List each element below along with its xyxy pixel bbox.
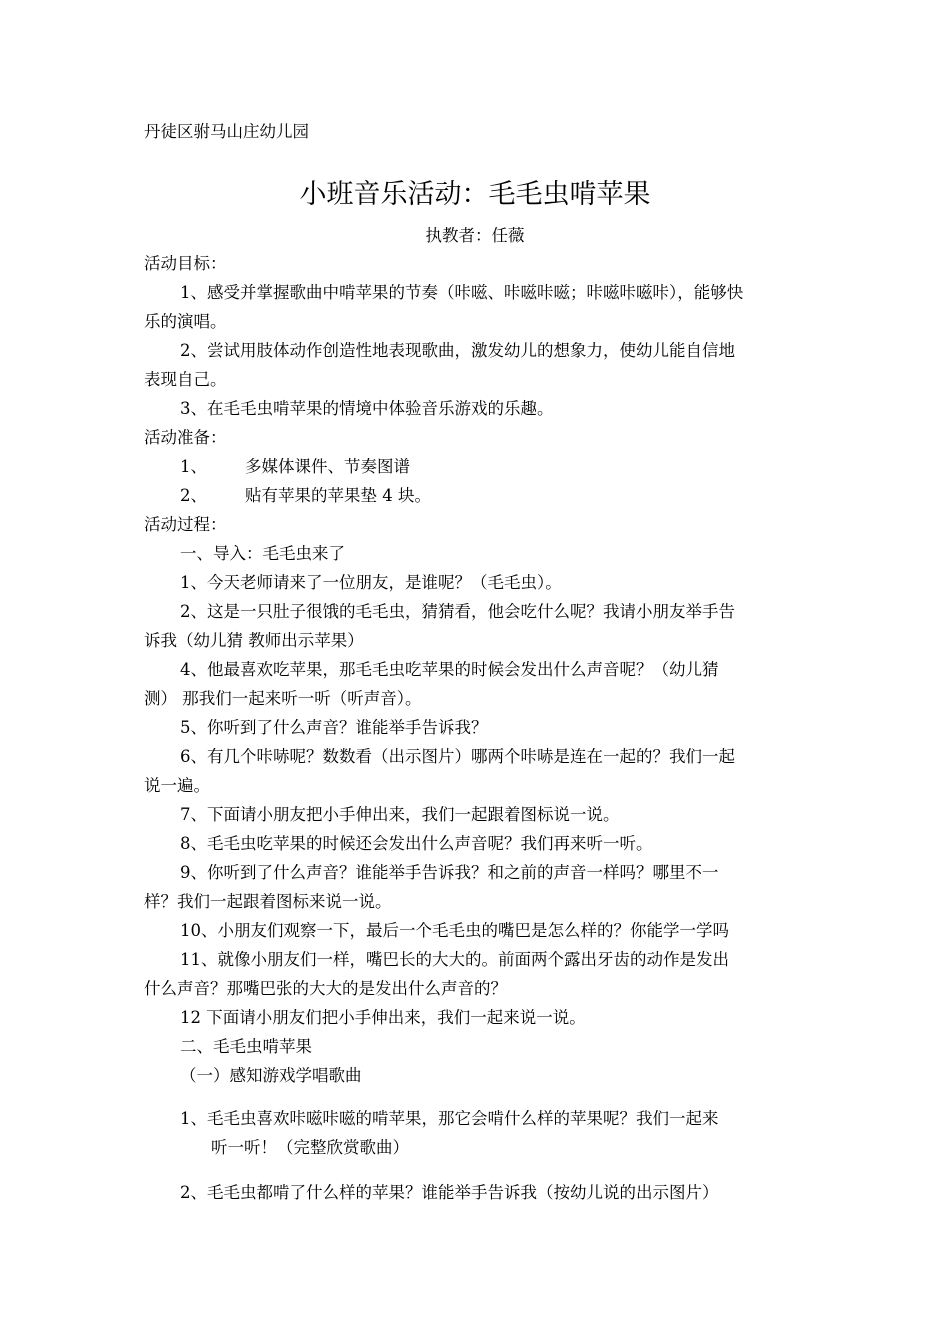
step-5: 5、你听到了什么声音？谁能举手告诉我？	[180, 718, 488, 737]
part-2-step-1-line-2: 听一听！（完整欣赏歌曲）	[211, 1138, 409, 1157]
step-1: 1、今天老师请来了一位朋友，是谁呢？（毛毛虫）。	[180, 573, 562, 592]
step-11-line-2: 什么声音？那嘴巴张的大大的是发出什么声音的？	[144, 979, 507, 998]
step-7: 7、下面请小朋友把小手伸出来，我们一起跟着图标说一说。	[180, 805, 620, 824]
step-10: 10、小朋友们观察一下，最后一个毛毛虫的嘴巴是怎么样的？你能学一学吗	[180, 921, 729, 940]
step-8: 8、毛毛虫吃苹果的时候还会发出什么声音呢？我们再来听一听。	[180, 834, 653, 853]
prep-1-number: 1、	[180, 457, 207, 476]
prep-2-number: 2、	[180, 486, 207, 505]
goal-2-line-2: 表现自己。	[144, 370, 227, 389]
step-6-line-2: 说一遍。	[144, 776, 210, 795]
step-9-line-2: 样？我们一起跟着图标来说一说。	[144, 892, 392, 911]
step-4-line-1: 4、他最喜欢吃苹果，那毛毛虫吃苹果的时候会发出什么声音呢？（幼儿猜	[180, 660, 719, 679]
process-part-2-sub-1: （一）感知游戏学唱歌曲	[180, 1066, 362, 1085]
goal-3: 3、在毛毛虫啃苹果的情境中体验音乐游戏的乐趣。	[180, 399, 554, 418]
step-2-line-2: 诉我（幼儿猜 教师出示苹果）	[144, 631, 364, 650]
goal-1-line-2: 乐的演唱。	[144, 312, 227, 331]
step-2-line-1: 2、这是一只肚子很饿的毛毛虫，猜猜看，他会吃什么呢？我请小朋友举手告	[180, 602, 735, 621]
teacher-line: 执教者：任薇	[425, 226, 525, 245]
step-11-line-1: 11、就像小朋友们一样，嘴巴长的大大的。前面两个露出牙齿的动作是发出	[180, 950, 729, 969]
step-4-line-2: 测） 那我们一起来听一听（听声音）。	[144, 689, 422, 708]
process-part-1: 一、导入：毛毛虫来了	[180, 544, 345, 563]
school-name: 丹徒区驸马山庄幼儿园	[144, 122, 309, 141]
document-title: 小班音乐活动：毛毛虫啃苹果	[299, 179, 651, 210]
process-heading: 活动过程：	[144, 515, 227, 534]
prep-1-text: 多媒体课件、节奏图谱	[245, 457, 410, 476]
part-2-step-2: 2、毛毛虫都啃了什么样的苹果？谁能举手告诉我（按幼儿说的出示图片）	[180, 1183, 719, 1202]
step-6-line-1: 6、有几个咔哧呢？数数看（出示图片）哪两个咔哧是连在一起的？我们一起	[180, 747, 735, 766]
step-12: 12 下面请小朋友们把小手伸出来，我们一起来说一说。	[180, 1008, 586, 1027]
process-part-2: 二、毛毛虫啃苹果	[180, 1037, 312, 1056]
prep-2-text: 贴有苹果的苹果垫 4 块。	[245, 486, 431, 505]
goals-heading: 活动目标：	[144, 254, 227, 273]
goal-2-line-1: 2、尝试用肢体动作创造性地表现歌曲，激发幼儿的想象力，使幼儿能自信地	[180, 341, 735, 360]
step-9-line-1: 9、你听到了什么声音？谁能举手告诉我？和之前的声音一样吗？哪里不一	[180, 863, 719, 882]
part-2-step-1-line-1: 1、毛毛虫喜欢咔嗞咔嗞的啃苹果，那它会啃什么样的苹果呢？我们一起来	[180, 1109, 719, 1128]
goal-1-line-1: 1、感受并掌握歌曲中啃苹果的节奏（咔嗞、咔嗞咔嗞；咔嗞咔嗞咔），能够快	[180, 283, 744, 302]
prep-heading: 活动准备：	[144, 428, 227, 447]
